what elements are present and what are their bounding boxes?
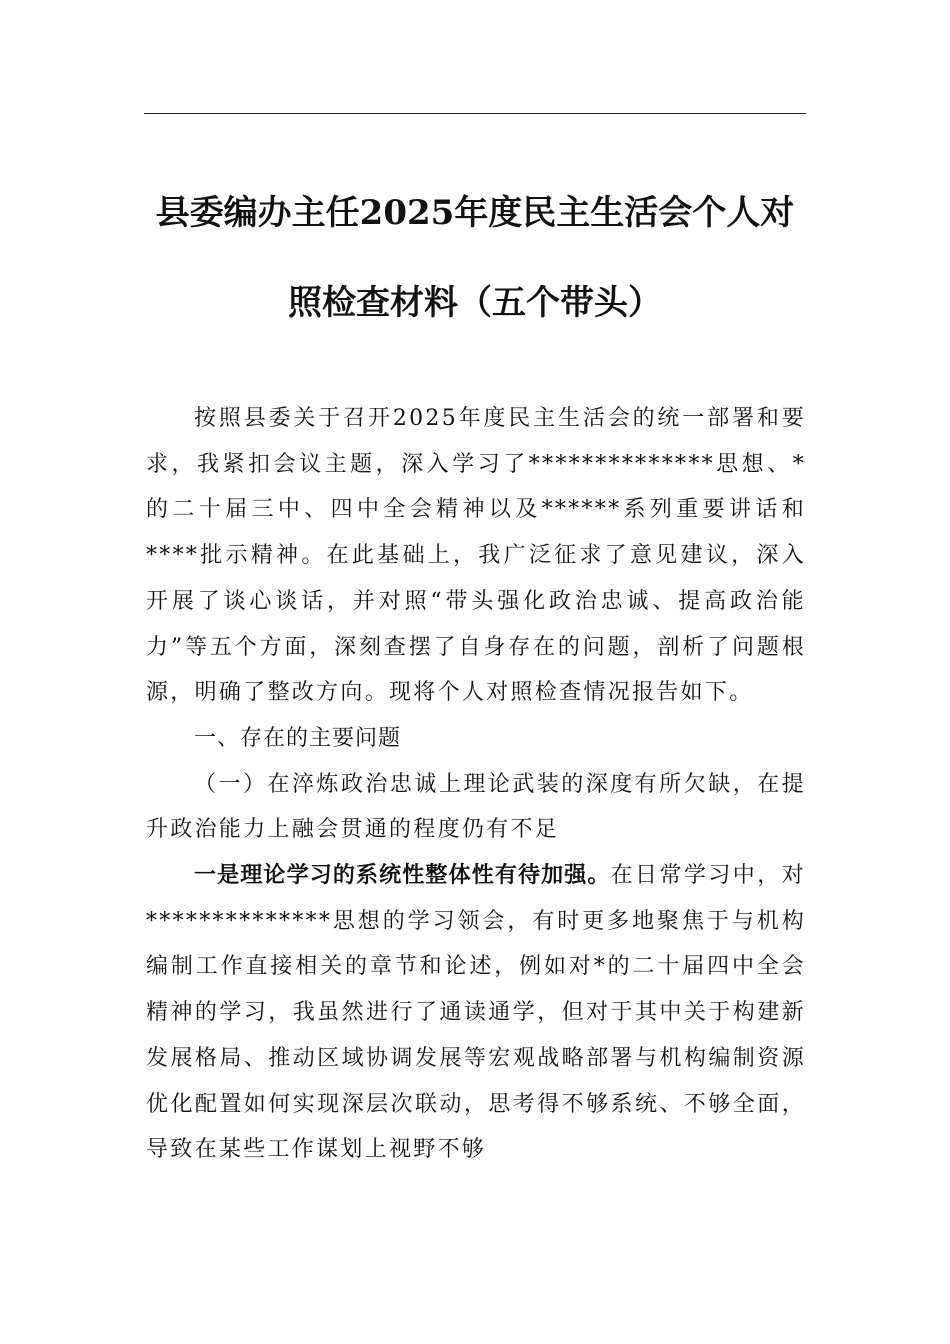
header-rule xyxy=(144,113,806,114)
section-heading: 一、存在的主要问题 xyxy=(194,725,402,751)
document-body xyxy=(146,396,806,1173)
point-lead: 一是理论学习的系统性整体性有待加强。 xyxy=(194,862,611,889)
point-paragraph xyxy=(146,853,806,1173)
document-title xyxy=(120,168,830,348)
title-line-2: 照检查材料（五个带头） xyxy=(288,283,662,323)
subsection-heading: （一）在淬炼政治忠诚上理论武装的深度有所欠缺，在提升政治能力上融会贯通的程度仍有不足 xyxy=(146,771,806,843)
point-body: 在日常学习中，对**************思想的学习领会，有时更多地聚焦于与机构编制工作直接相关的章节和论述，例如对*的二十届四中全会精神的学习，我虽然进行了通读通学，但对于其中关于构建新发展格局、推动区域协调发展等宏观战略部署与机构编制资源优化配置如何实现深层次联动，思考得不够系统、不够全面，导致在某些工作谋划上视野不够 xyxy=(146,863,806,1163)
intro-paragraph: 按照县委关于召开2025年度民主生活会的统一部署和要求，我紧扣会议主题，深入学习了**************思想、*的二十届三中、四中全会精神以及******系列重要讲话和****批示精神。在此基础上，我广泛征求了意见建议，深入开展了谈心谈话，并对照“带头强化政治忠诚、提高政治能力”等五个方面，深刻查摆了自身存在的问题，剖析了问题根源，明确了整改方向。现将个人对照检查情况报告如下。 xyxy=(146,406,806,706)
title-line-1: 县委编办主任2025年度民主生活会个人对 xyxy=(155,193,795,233)
